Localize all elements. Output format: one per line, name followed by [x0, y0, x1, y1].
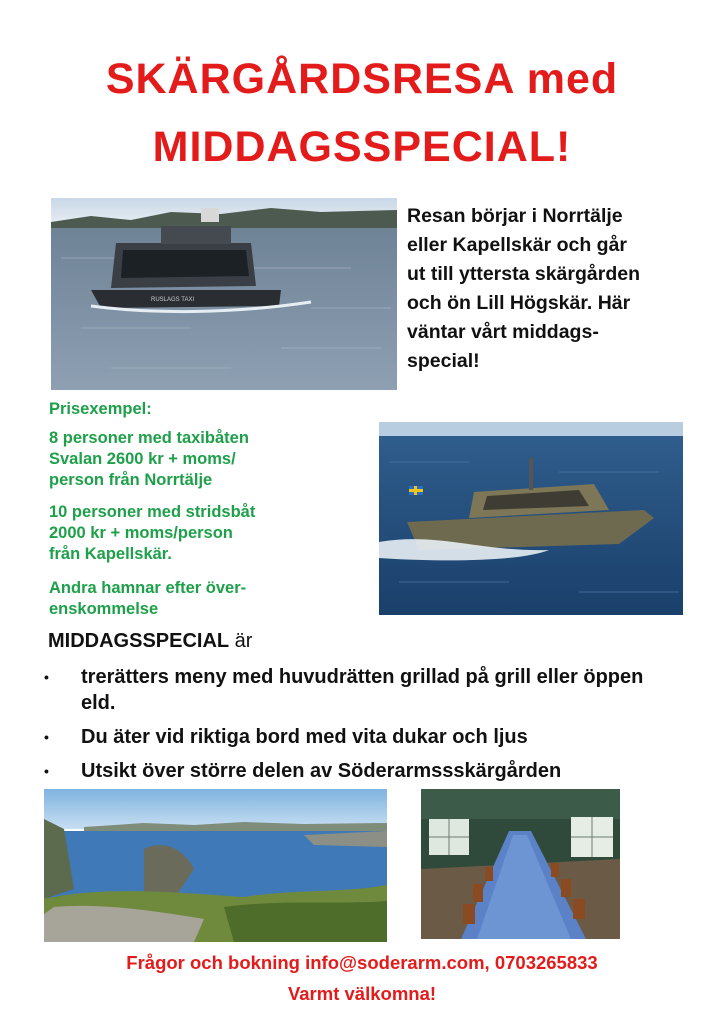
bullet-icon: •: [44, 669, 49, 685]
boat-lettering: RUSLAGS TAXI: [151, 297, 195, 303]
dinner-heading-bold: MIDDAGSSPECIAL: [48, 630, 230, 652]
price-offer-combat-boat: [49, 502, 255, 565]
dinner-heading: [48, 630, 252, 653]
price-line: Andra hamnar efter över-: [49, 579, 247, 597]
intro-line: special!: [407, 350, 480, 372]
archipelago-photo: [44, 789, 387, 942]
intro-text: [407, 202, 707, 376]
price-line: enskommelse: [49, 600, 159, 618]
price-line: från Kapellskär.: [49, 545, 172, 563]
contact-line: Frågor och bokning info@soderarm.com, 0703265833: [126, 952, 598, 973]
price-line: Svalan 2600 kr + moms/: [49, 450, 236, 468]
welcome-line: Varmt välkomna!: [287, 983, 437, 1004]
list-item-text: Utsikt över större delen av Söderarmssskärgården: [81, 760, 562, 782]
intro-line: ut till yttersta skärgården: [407, 263, 640, 285]
price-line: 10 personer med stridsbåt: [49, 503, 256, 521]
dining-tent-photo: [421, 789, 620, 939]
list-item: [44, 664, 664, 716]
price-line: person från Norrtälje: [49, 471, 213, 489]
price-line: 8 personer med taxibåten: [49, 429, 249, 447]
intro-line: Resan börjar i Norrtälje: [407, 205, 623, 227]
price-offer-other-ports: [49, 578, 246, 620]
price-offer-taxi: [49, 428, 249, 491]
poster-title-line1: SKÄRGÅRDSRESA med: [105, 55, 619, 103]
list-item: [44, 724, 664, 750]
list-item-text: trerätters meny med huvudrätten grillad på grill eller öppen eld.: [81, 666, 644, 714]
dinner-heading-rest: är: [229, 630, 253, 652]
bullet-icon: •: [44, 729, 49, 745]
list-item: [44, 758, 664, 784]
combat-boat-photo: [379, 422, 683, 615]
list-item-text: Du äter vid riktiga bord med vita dukar och ljus: [81, 726, 528, 748]
bullet-icon: •: [44, 763, 49, 779]
dinner-features-list: [44, 664, 664, 792]
intro-line: eller Kapellskär och går: [407, 234, 628, 256]
poster-title-line2: MIDDAGSSPECIAL!: [152, 123, 572, 171]
intro-line: väntar vårt middags-: [407, 321, 599, 343]
intro-line: och ön Lill Högskär. Här: [407, 292, 631, 314]
price-line: 2000 kr + moms/person: [49, 524, 233, 542]
taxi-boat-photo: [51, 198, 397, 390]
price-heading: Prisexempel:: [49, 400, 152, 418]
